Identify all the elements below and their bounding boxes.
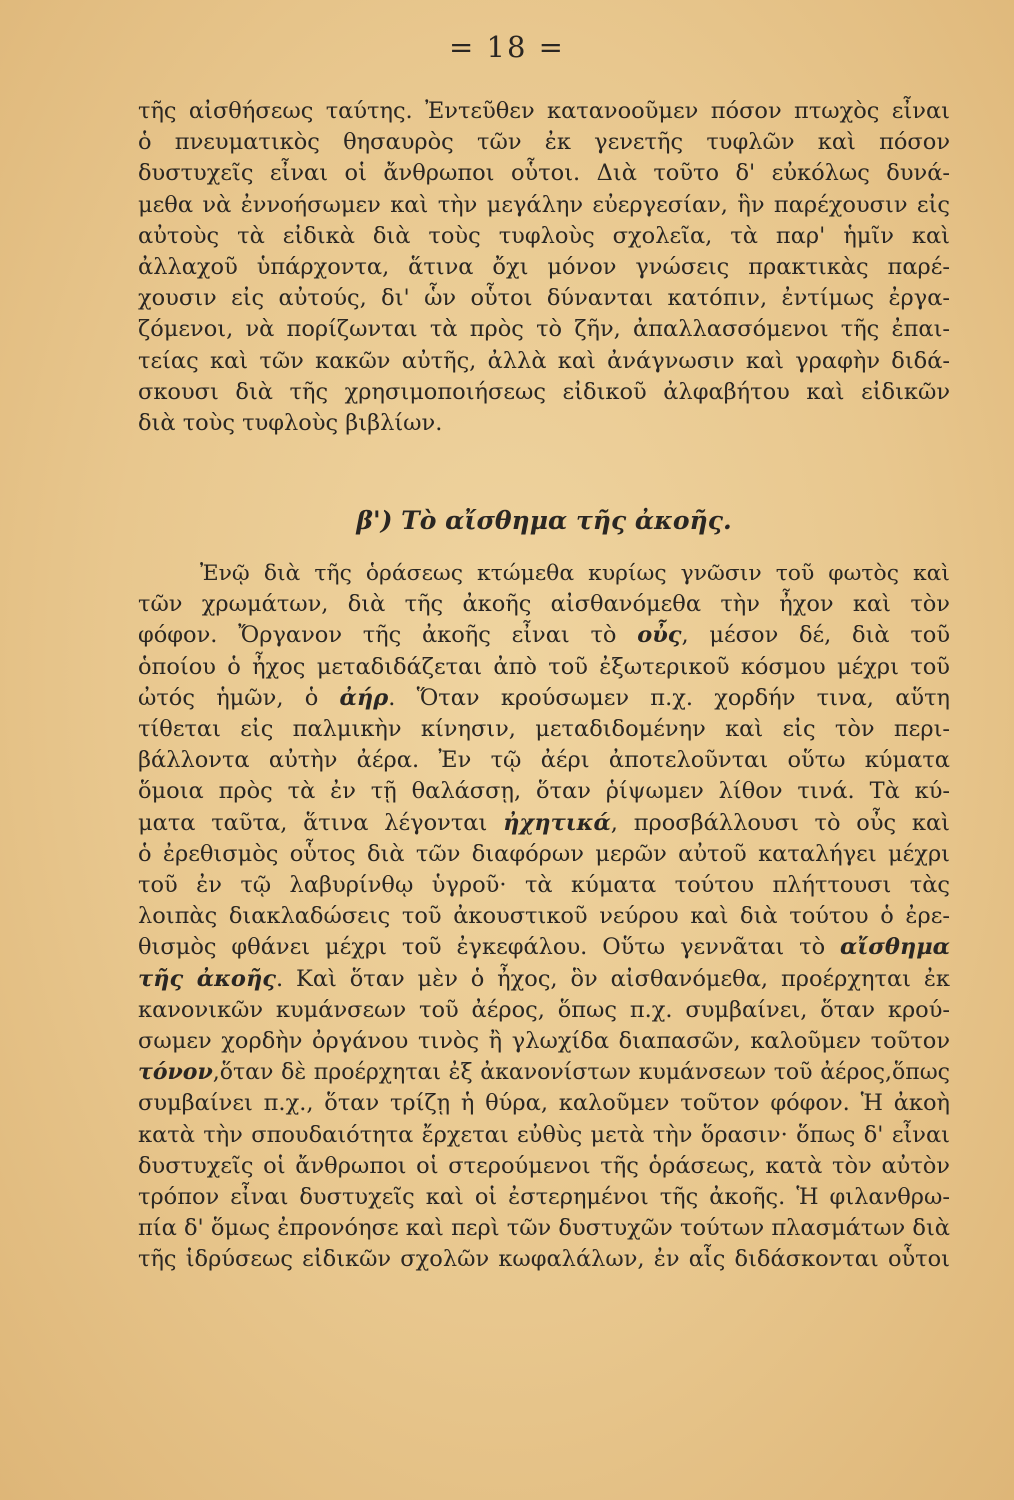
- text-line: χουσιν εἰς αὐτούς, δι' ὧν οὗτοι δύνανται κατόπιν, ἐντίμως ἐργα-: [138, 285, 950, 312]
- text-line: τόνον,ὅταν δὲ προέρχηται ἐξ ἀκανονίστων κυμάνσεων τοῦ ἀέρος,ὅπως: [138, 1059, 950, 1086]
- text-line: θισμὸς φθάνει μέχρι τοῦ ἐγκεφάλου. Οὕτω γεννᾶται τὸ αἴσθημα: [138, 934, 950, 961]
- term-echetika: ἠχητικά: [503, 809, 611, 836]
- text-line: ὁ πνευματικὸς θησαυρὸς τῶν ἐκ γενετῆς τυφλῶν καὶ πόσον: [138, 129, 950, 156]
- text-line: δυστυχεῖς οἱ ἄνθρωποι οἱ στερούμενοι τῆς ὁράσεως, κατὰ τὸν αὐτὸν: [138, 1152, 950, 1179]
- text-line: τρόπον εἶναι δυστυχεῖς καὶ οἱ ἐστερημένοι τῆς ἀκοῆς. Ἡ φιλανθρω-: [138, 1184, 950, 1211]
- text-line: ζόμενοι, νὰ πορίζωνται τὰ πρὸς τὸ ζῆν, ἀπαλλασσόμενοι τῆς ἐπαι-: [138, 316, 950, 343]
- text-line: αὐτοὺς τὰ εἰδικὰ διὰ τοὺς τυφλοὺς σχολεῖα, τὰ παρ' ἡμῖν καὶ: [138, 222, 950, 249]
- text-line: λοιπὰς διακλαδώσεις τοῦ ἀκουστικοῦ νεύρου καὶ διὰ τούτου ὁ ἐρε-: [138, 903, 950, 930]
- text-line: διὰ τοὺς τυφλοὺς βιβλίων.: [138, 410, 443, 437]
- text-line: κανονικῶν κυμάνσεων τοῦ ἀέρος, ὅπως π.χ. συμβαίνει, ὅταν κρού-: [138, 996, 950, 1023]
- paragraph-1: [138, 96, 950, 439]
- text-line: τῆς ἀκοῆς. Καὶ ὅταν μὲν ὁ ἦχος, ὃν αἰσθανόμεθα, προέρχηται ἐκ: [138, 965, 950, 992]
- text-line: φόφον. Ὄργανον τῆς ἀκοῆς εἶναι τὸ οὖς, μέσον δέ, διὰ τοῦ: [138, 622, 950, 649]
- term-akoes: τῆς ἀκοῆς: [138, 965, 277, 992]
- section-heading: β') Τὸ αἴσθημα τῆς ἀκοῆς.: [356, 506, 732, 535]
- text-line: συμβαίνει π.χ., ὅταν τρίζῃ ἡ θύρα, καλοῦμεν τοῦτον φόφον. Ἡ ἀκοὴ: [138, 1090, 950, 1117]
- text-line: σωμεν χορδὴν ὀργάνου τινὸς ἢ γλωχίδα διαπασῶν, καλοῦμεν τοῦτον: [138, 1028, 950, 1055]
- term-aisthema: αἴσθημα: [840, 934, 950, 961]
- text-line: τῶν χρωμάτων, διὰ τῆς ἀκοῆς αἰσθανόμεθα τὴν ἦχον καὶ τὸν: [138, 591, 950, 618]
- text-line: δυστυχεῖς εἶναι οἱ ἄνθρωποι οὗτοι. Διὰ τοῦτο δ' εὐκόλως δυνά-: [138, 160, 950, 187]
- text-line: τῆς αἰσθήσεως ταύτης. Ἐντεῦθεν κατανοοῦμεν πόσον πτωχὸς εἶναι: [138, 98, 950, 124]
- text-line: κατὰ τὴν σπουδαιότητα ἔρχεται εὐθὺς μετὰ τὴν ὅρασιν· ὅπως δ' εἶναι: [138, 1121, 950, 1148]
- text-line: Ἐνῷ διὰ τῆς ὁράσεως κτώμεθα κυρίως γνῶσιν τοῦ φωτὸς καὶ: [200, 561, 950, 586]
- text-line: τοῦ ἐν τῷ λαβυρίνθῳ ὑγροῦ· τὰ κύματα τούτου πλήττουσι τὰς: [138, 872, 950, 899]
- text-line: ὁποίου ὁ ἦχος μεταδιδάζεται ἀπὸ τοῦ ἐξωτερικοῦ κόσμου μέχρι τοῦ: [138, 653, 950, 680]
- text-line: τῆς ἱδρύσεως εἰδικῶν σχολῶν κωφαλάλων, ἐν αἷς διδάσκονται οὗτοι: [138, 1246, 950, 1273]
- paragraph-2: [138, 558, 950, 1276]
- term-tonon: τόνον: [138, 1059, 213, 1086]
- text-line: σκουσι διὰ τῆς χρησιμοποιήσεως εἰδικοῦ ἀλφαβήτου καὶ εἰδικῶν: [138, 378, 950, 405]
- term-aer: ἀήρ: [339, 684, 389, 711]
- text-line: ὅμοια πρὸς τὰ ἐν τῇ θαλάσσῃ, ὅταν ῥίψωμεν λίθον τινά. Τὰ κύ-: [138, 778, 950, 805]
- text-line: ματα ταῦτα, ἅτινα λέγονται ἠχητικά, προσβάλλουσι τὸ οὖς καὶ: [138, 809, 950, 836]
- text-line: μεθα νὰ ἐννοήσωμεν καὶ τὴν μεγάλην εὐεργεσίαν, ἣν παρέχουσιν εἰς: [138, 191, 950, 218]
- text-line: τίθεται εἰς παλμικὴν κίνησιν, μεταδιδομένην καὶ εἰς τὸν περι-: [138, 716, 950, 743]
- text-line: ὠτός ἡμῶν, ὁ ἀήρ. Ὅταν κρούσωμεν π.χ. χορδήν τινα, αὕτη: [138, 684, 950, 711]
- text-line: τείας καὶ τῶν κακῶν αὐτῆς, ἀλλὰ καὶ ἀνάγνωσιν καὶ γραφὴν διδά-: [138, 347, 950, 374]
- text-line: βάλλοντα αὐτὴν ἀέρα. Ἐν τῷ ἀέρι ἀποτελοῦνται οὕτω κύματα: [138, 747, 950, 774]
- text-line: ὁ ἐρεθισμὸς οὗτος διὰ τῶν διαφόρων μερῶν αὐτοῦ καταλήγει μέχρι: [138, 840, 950, 867]
- text-line: πία δ' ὅμως ἐπρονόησε καὶ περὶ τῶν δυστυχῶν τούτων πλασμάτων διὰ: [138, 1215, 950, 1242]
- term-ous: οὖς: [637, 622, 682, 649]
- page-number: = 18 =: [449, 30, 565, 64]
- text-line: ἀλλαχοῦ ὑπάρχοντα, ἅτινα ὄχι μόνον γνώσεις πρακτικὰς παρέ-: [138, 254, 950, 281]
